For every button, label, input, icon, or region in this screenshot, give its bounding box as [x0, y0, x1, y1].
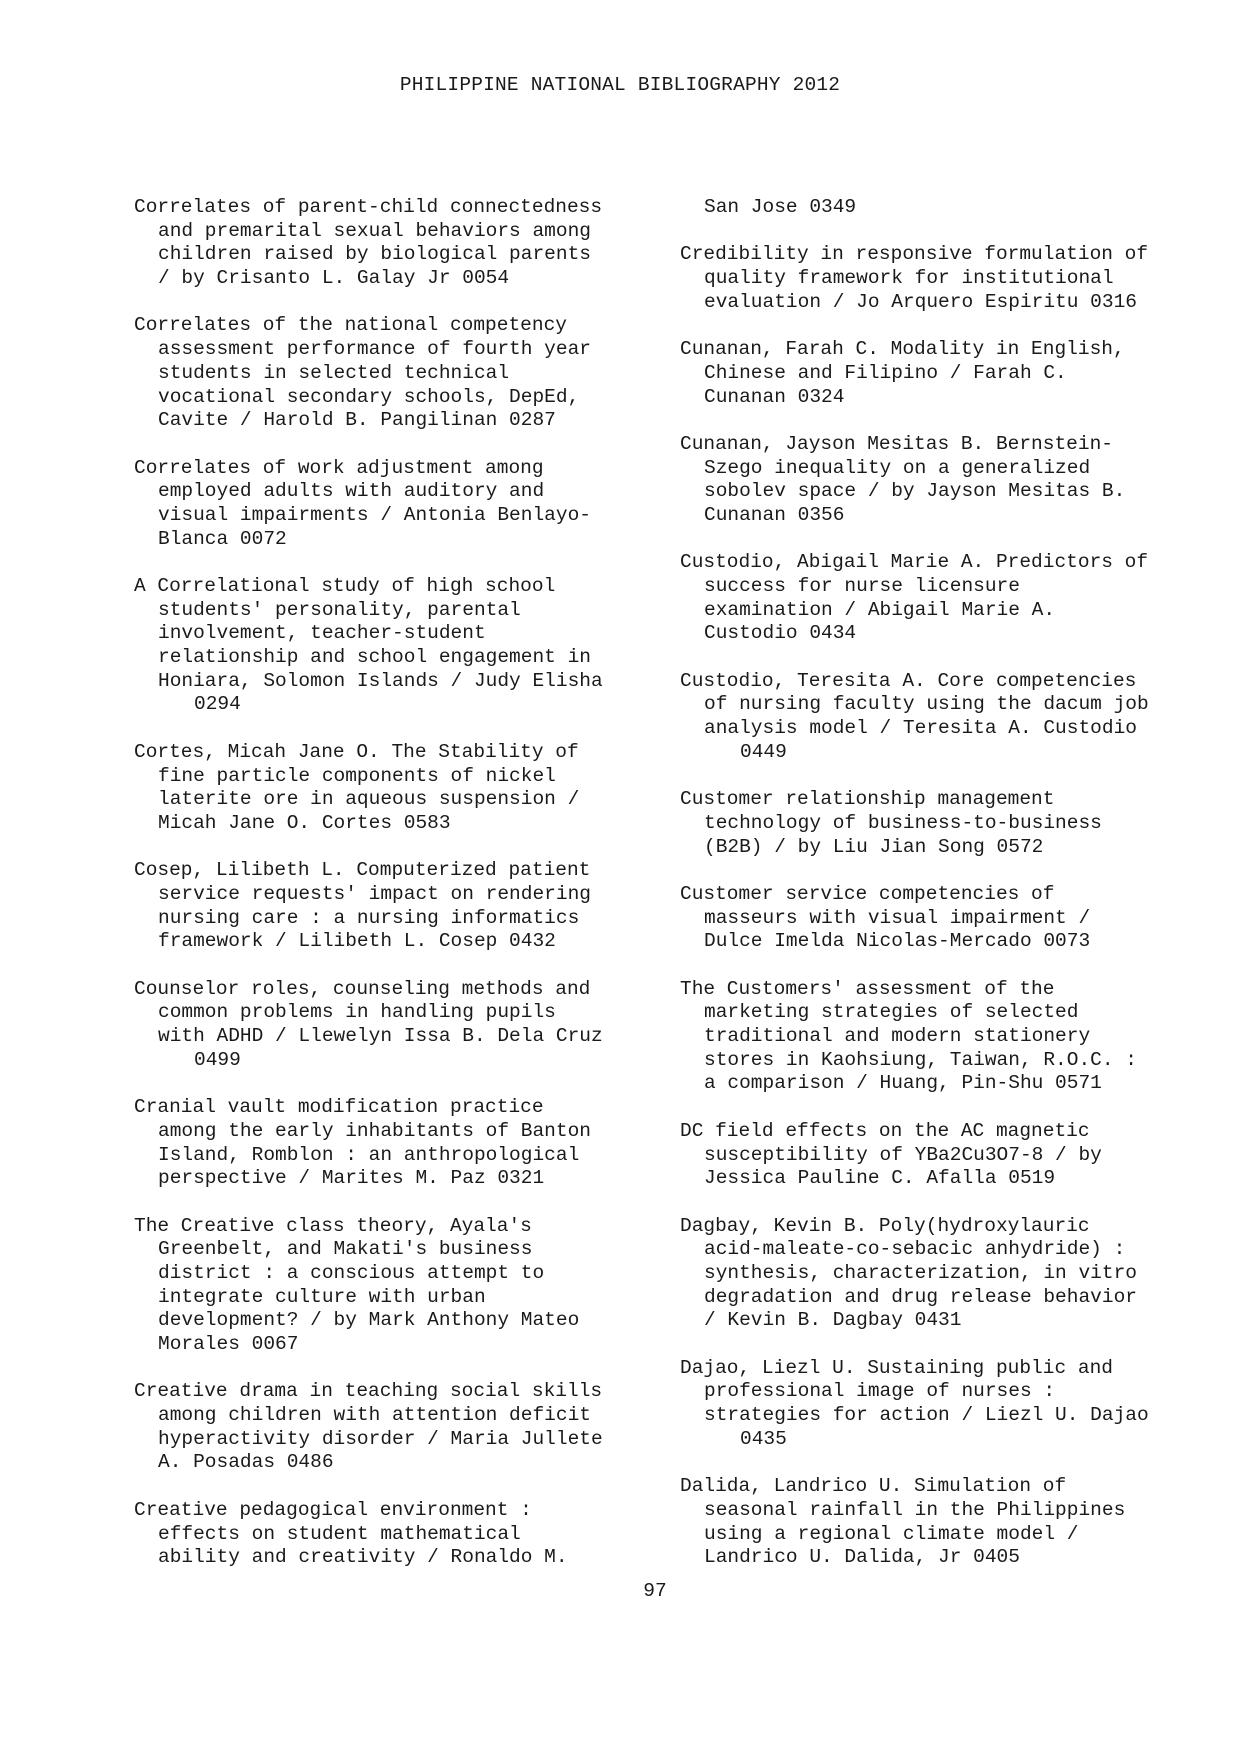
entry-line: professional image of nurses :: [704, 1380, 1056, 1403]
right-column: [680, 196, 1200, 1594]
entry-line: Cavite / Harold B. Pangilinan 0287: [158, 409, 556, 432]
entry-line: susceptibility of YBa2Cu3O7-8 / by: [704, 1143, 1102, 1166]
entry-line: / Kevin B. Dagbay 0431: [704, 1309, 962, 1332]
bibliography-entry: [134, 978, 644, 1073]
entry-line: Szego inequality on a generalized: [704, 456, 1091, 479]
entry-line: hyperactivity disorder / Maria Jullete: [158, 1427, 603, 1450]
entry-line: with ADHD / Llewelyn Issa B. Dela Cruz: [158, 1025, 603, 1048]
entry-line: The Creative class theory, Ayala's: [134, 1214, 532, 1237]
entry-line: Island, Romblon : an anthropological: [158, 1143, 580, 1166]
page-number: 97: [643, 1580, 667, 1602]
entry-line: San Jose 0349: [704, 196, 857, 218]
bibliography-entry: [134, 314, 644, 432]
bibliography-entry: [680, 670, 1200, 765]
entry-line: Dalida, Landrico U. Simulation of: [680, 1475, 1067, 1498]
bibliography-entry: [134, 575, 644, 717]
entry-line: Dulce Imelda Nicolas-Mercado 0073: [704, 930, 1091, 953]
entry-line: laterite ore in aqueous suspension /: [158, 788, 580, 811]
entry-line: Customer service competencies of: [680, 882, 1055, 905]
entry-line: fine particle components of nickel: [158, 764, 556, 787]
bibliography-entry: [680, 1357, 1200, 1452]
bibliography-entry: [134, 1096, 644, 1191]
entry-line: traditional and modern stationery: [704, 1025, 1091, 1048]
entry-line: district : a conscious attempt to: [158, 1261, 545, 1284]
entry-line: (B2B) / by Liu Jian Song 0572: [704, 835, 1044, 858]
entry-line: visual impairments / Antonia Benlayo-: [158, 503, 591, 526]
entry-line: quality framework for institutional: [704, 267, 1114, 290]
entry-line: The Customers' assessment of the: [680, 977, 1055, 1000]
bibliography-entry: [680, 1475, 1200, 1570]
entry-line: among the early inhabitants of Banton: [158, 1119, 591, 1142]
entry-line: common problems in handling pupils: [158, 1001, 556, 1024]
entry-line: Correlates of parent-child connectedness: [134, 196, 603, 218]
entry-line: Correlates of the national competency: [134, 314, 567, 337]
entry-line: Cranial vault modification practice: [134, 1096, 544, 1119]
entry-line: seasonal rainfall in the Philippines: [704, 1498, 1126, 1521]
entry-line: ability and creativity / Ronaldo M.: [158, 1546, 568, 1569]
entry-line: integrate culture with urban: [158, 1285, 486, 1308]
entry-line: Morales 0067: [158, 1333, 299, 1355]
entry-line: Cortes, Micah Jane O. The Stability of: [134, 740, 579, 763]
entry-line: analysis model / Teresita A. Custodio: [704, 717, 1137, 740]
entry-line: children raised by biological parents: [158, 243, 591, 266]
entry-line: success for nurse licensure: [704, 575, 1020, 597]
entry-line: perspective / Marites M. Paz 0321: [158, 1167, 545, 1190]
entry-line: Counselor roles, counseling methods and: [134, 977, 591, 1000]
entry-line: assessment performance of fourth year: [158, 338, 591, 361]
entry-line: Micah Jane O. Cortes 0583: [158, 811, 451, 834]
entry-line: Custodio, Teresita A. Core competencies: [680, 669, 1137, 692]
entry-line: 0294: [194, 693, 241, 716]
entry-line: involvement, teacher-student: [158, 622, 486, 645]
entry-line: DC field effects on the AC magnetic: [680, 1119, 1090, 1142]
entry-line: effects on student mathematical: [158, 1522, 521, 1545]
entry-line: relationship and school engagement in: [158, 646, 591, 669]
bibliography-entry: [680, 196, 1200, 220]
entry-line: evaluation / Jo Arquero Espiritu 0316: [704, 290, 1137, 313]
entry-line: masseurs with visual impairment /: [704, 906, 1091, 929]
entry-line: technology of business-to-business: [704, 811, 1102, 834]
bibliography-entry: [680, 1120, 1200, 1191]
entry-line: students' personality, parental: [158, 598, 521, 621]
entry-line: Cunanan 0356: [704, 503, 845, 526]
bibliography-entry: [134, 1380, 644, 1475]
entry-line: sobolev space / by Jayson Mesitas B.: [704, 480, 1126, 503]
entry-line: marketing strategies of selected: [704, 1001, 1079, 1024]
entry-line: using a regional climate model /: [704, 1522, 1079, 1545]
bibliography-entry: [680, 551, 1200, 646]
entry-line: A. Posadas 0486: [158, 1451, 334, 1474]
entry-line: Chinese and Filipino / Farah C.: [704, 361, 1067, 384]
entry-line: Custodio 0434: [704, 622, 857, 645]
entry-line: 0435: [740, 1427, 787, 1450]
left-column: [134, 196, 644, 1594]
bibliography-entry: [680, 338, 1200, 409]
bibliography-entry: [134, 196, 644, 291]
entry-line: framework / Lilibeth L. Cosep 0432: [158, 930, 556, 953]
entry-line: vocational secondary schools, DepEd,: [158, 385, 580, 408]
bibliography-entry: [680, 788, 1200, 859]
entry-line: and premarital sexual behaviors among: [158, 219, 591, 242]
entry-line: nursing care : a nursing informatics: [158, 906, 580, 929]
entry-line: of nursing faculty using the dacum job: [704, 693, 1149, 716]
entry-line: Correlates of work adjustment among: [134, 456, 544, 479]
entry-line: Dagbay, Kevin B. Poly(hydroxylauric: [680, 1214, 1090, 1237]
entry-line: development? / by Mark Anthony Mateo: [158, 1309, 580, 1332]
entry-line: Greenbelt, and Makati's business: [158, 1238, 533, 1261]
entry-line: / by Crisanto L. Galay Jr 0054: [158, 267, 510, 290]
entry-line: 0449: [740, 740, 787, 763]
bibliography-entry: [134, 1499, 644, 1570]
entry-line: strategies for action / Liezl U. Dajao: [704, 1404, 1149, 1427]
entry-line: stores in Kaohsiung, Taiwan, R.O.C. :: [704, 1048, 1137, 1071]
entry-line: A Correlational study of high school: [134, 575, 556, 597]
bibliography-entry: [134, 741, 644, 836]
bibliography-entry: [680, 1215, 1200, 1333]
bibliography-entry: [134, 859, 644, 954]
entry-line: 0499: [194, 1048, 241, 1071]
entry-line: Creative pedagogical environment :: [134, 1498, 532, 1521]
entry-line: acid-maleate-co-sebacic anhydride) :: [704, 1238, 1126, 1261]
entry-line: examination / Abigail Marie A.: [704, 598, 1056, 621]
entry-line: synthesis, characterization, in vitro: [704, 1261, 1137, 1284]
entry-line: service requests' impact on rendering: [158, 882, 591, 905]
bibliography-entry: [680, 243, 1200, 314]
bibliography-entry: [680, 433, 1200, 528]
entry-line: Cunanan, Farah C. Modality in English,: [680, 338, 1125, 361]
entry-line: Creative drama in teaching social skills: [134, 1380, 603, 1403]
entry-line: Cunanan 0324: [704, 385, 845, 408]
entry-line: students in selected technical: [158, 361, 510, 384]
entry-line: Customer relationship management: [680, 788, 1055, 811]
entry-line: Honiara, Solomon Islands / Judy Elisha: [158, 669, 603, 692]
bibliography-entry: [680, 883, 1200, 954]
entry-line: Cunanan, Jayson Mesitas B. Bernstein-: [680, 432, 1113, 455]
entry-line: Credibility in responsive formulation of: [680, 243, 1149, 266]
page-header: PHILIPPINE NATIONAL BIBLIOGRAPHY 2012: [399, 74, 841, 96]
entry-line: Dajao, Liezl U. Sustaining public and: [680, 1356, 1113, 1379]
entry-line: degradation and drug release behavior: [704, 1285, 1137, 1308]
entry-line: among children with attention deficit: [158, 1404, 591, 1427]
entry-line: employed adults with auditory and: [158, 480, 545, 503]
entry-line: Cosep, Lilibeth L. Computerized patient: [134, 859, 591, 882]
entry-line: Custodio, Abigail Marie A. Predictors of: [680, 551, 1149, 574]
entry-line: a comparison / Huang, Pin-Shu 0571: [704, 1072, 1102, 1095]
bibliography-entry: [680, 978, 1200, 1096]
entry-line: Landrico U. Dalida, Jr 0405: [704, 1546, 1020, 1569]
entry-line: Jessica Pauline C. Afalla 0519: [704, 1167, 1056, 1190]
bibliography-entry: [134, 1215, 644, 1357]
bibliography-entry: [134, 457, 644, 552]
entry-line: Blanca 0072: [158, 527, 287, 550]
